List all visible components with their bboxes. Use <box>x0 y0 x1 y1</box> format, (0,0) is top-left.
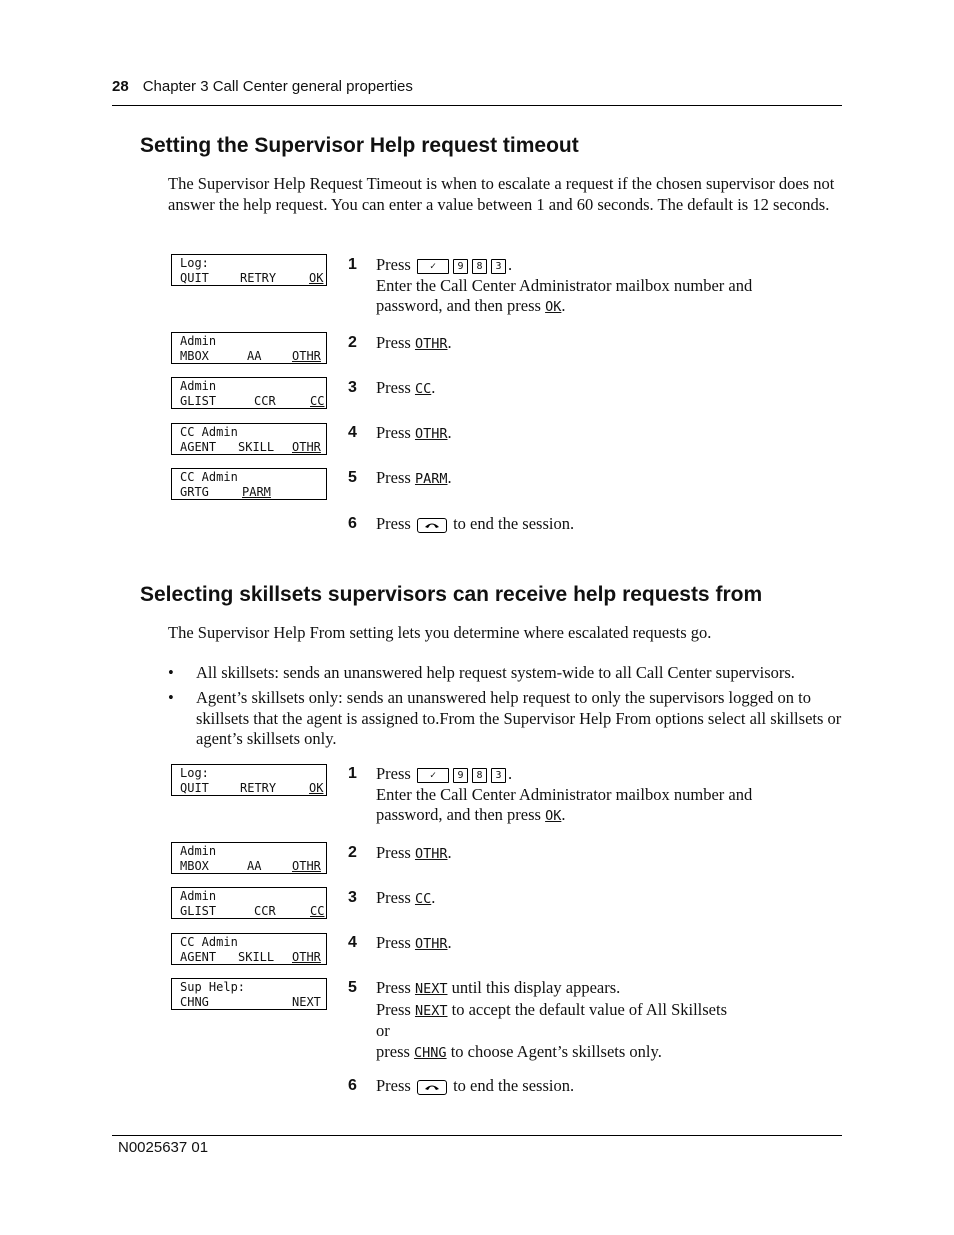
softkey-ok: OK <box>545 808 562 824</box>
lcd-softkey-skill: SKILL <box>238 440 275 454</box>
lcd-softkey-aa: AA <box>247 859 262 873</box>
lcd-softkey-agent: AGENT <box>180 440 217 454</box>
section-intro-skillsets: The Supervisor Help From setting lets you determine where escalated requests go. <box>168 623 712 642</box>
step-number: 5 <box>348 469 357 486</box>
lcd-softkey-ok: OK <box>309 781 324 795</box>
softkey-chng: CHNG <box>414 1044 447 1061</box>
step-3-text: Press CC. <box>376 378 436 397</box>
lcd-softkey-aa: AA <box>247 349 262 363</box>
lcd-softkey-skill: SKILL <box>238 950 275 964</box>
lcd-line1: CC Admin <box>180 470 238 484</box>
lcd-display-sup-help <box>171 978 327 1010</box>
softkey-parm: PARM <box>414 471 448 487</box>
softkey-next: NEXT <box>414 1002 448 1019</box>
lcd-line1: Log: <box>180 766 209 780</box>
lcd-softkey-agent: AGENT <box>180 950 217 964</box>
bullet-item: All skillsets: sends an unanswered help request system-wide to all Call Center supervisors. <box>196 663 795 682</box>
lcd-line1: Admin <box>180 334 217 348</box>
lcd-line1: CC Admin <box>180 425 238 439</box>
lcd-line1: Admin <box>180 889 217 903</box>
header-rule <box>112 105 842 106</box>
feature-key-icon: ✓ <box>417 259 449 274</box>
step-number: 3 <box>348 379 357 396</box>
footer-rule <box>112 1135 842 1136</box>
lcd-display-admin <box>171 332 327 364</box>
lcd-softkey-othr: OTHR <box>292 859 321 873</box>
lcd-softkey-retry: RETRY <box>240 781 277 795</box>
lcd-softkey-quit: QUIT <box>180 271 209 285</box>
lcd-softkey-mbox: MBOX <box>180 859 209 873</box>
step-number: 6 <box>348 515 357 532</box>
softkey-cc: CC <box>414 891 432 907</box>
lcd-softkey-othr: OTHR <box>292 950 321 964</box>
section-title-timeout: Setting the Supervisor Help request timeout <box>140 134 579 157</box>
lcd-softkey-ccr: CCR <box>254 394 276 408</box>
step-6-text: Press to end the session. <box>376 1076 575 1095</box>
running-header <box>112 78 413 95</box>
dial-key-8: 8 <box>472 768 487 783</box>
step-6-text: Press to end the session. <box>376 514 575 533</box>
step-number: 4 <box>348 934 357 951</box>
lcd-softkey-chng: CHNG <box>180 995 209 1009</box>
step-number: 2 <box>348 844 357 861</box>
step-number: 6 <box>348 1077 357 1094</box>
lcd-display-cc-admin <box>171 933 327 965</box>
step-number: 3 <box>348 889 357 906</box>
lcd-softkey-glist: GLIST <box>180 394 217 408</box>
lcd-line1: Admin <box>180 379 217 393</box>
step-2-text: Press OTHR. <box>376 333 452 352</box>
lcd-line1: CC Admin <box>180 935 238 949</box>
lcd-softkey-retry: RETRY <box>240 271 277 285</box>
dial-key-9: 9 <box>453 259 468 274</box>
lcd-line1: Admin <box>180 844 217 858</box>
dial-key-3: 3 <box>491 768 506 783</box>
step-4-text: Press OTHR. <box>376 423 452 442</box>
step-number: 4 <box>348 424 357 441</box>
lcd-softkey-ok: OK <box>309 271 324 285</box>
lcd-display-log <box>171 764 327 796</box>
step-number: 5 <box>348 979 357 996</box>
lcd-softkey-quit: QUIT <box>180 781 209 795</box>
lcd-display-cc-admin-parm <box>171 468 327 500</box>
bullet-icon: • <box>168 688 174 707</box>
step-5-text: Press PARM. <box>376 468 452 487</box>
lcd-line1: Log: <box>180 256 209 270</box>
softkey-othr: OTHR <box>414 426 448 442</box>
lcd-softkey-glist: GLIST <box>180 904 217 918</box>
softkey-othr: OTHR <box>414 336 448 352</box>
lcd-softkey-parm: PARM <box>242 485 271 499</box>
lcd-softkey-othr: OTHR <box>292 440 321 454</box>
step-5-text: Press NEXT until this display appears. Press NEXT to accept the default value of All Skillsets or press CHNG to choose Agent’s skillsets only. <box>376 978 727 1061</box>
step-number: 2 <box>348 334 357 351</box>
lcd-softkey-next: NEXT <box>292 995 321 1009</box>
chapter-title: Chapter 3 Call Center general properties <box>142 78 413 95</box>
document-number: N0025637 01 <box>118 1139 209 1156</box>
softkey-othr: OTHR <box>414 846 448 862</box>
lcd-softkey-cc: CC <box>310 904 325 918</box>
lcd-softkey-ccr: CCR <box>254 904 276 918</box>
softkey-next: NEXT <box>414 981 448 997</box>
dial-key-8: 8 <box>472 259 487 274</box>
lcd-softkey-cc: CC <box>310 394 325 408</box>
section-title-skillsets: Selecting skillsets supervisors can receive help requests from <box>140 583 763 606</box>
release-key-icon <box>417 518 447 533</box>
lcd-softkey-mbox: MBOX <box>180 349 209 363</box>
lcd-display-admin-glist <box>171 377 327 409</box>
dial-key-3: 3 <box>491 259 506 274</box>
lcd-display-log <box>171 254 327 286</box>
softkey-cc: CC <box>414 381 432 397</box>
step-4-text: Press OTHR. <box>376 933 452 952</box>
release-key-icon <box>417 1080 447 1095</box>
step-3-text: Press CC. <box>376 888 436 907</box>
feature-key-icon: ✓ <box>417 768 449 783</box>
lcd-display-cc-admin <box>171 423 327 455</box>
page-number: 28 <box>112 78 129 95</box>
softkey-ok: OK <box>545 299 562 315</box>
step-1-text: Press ✓ 9 8 3 . Enter the Call Center Administrator mailbox number and password, and then press OK. <box>376 255 753 315</box>
bullet-icon: • <box>168 663 174 682</box>
lcd-display-admin-glist <box>171 887 327 919</box>
lcd-softkey-othr: OTHR <box>292 349 321 363</box>
lcd-softkey-grtg: GRTG <box>180 485 209 499</box>
softkey-othr: OTHR <box>414 936 448 952</box>
section-intro-timeout: The Supervisor Help Request Timeout is when to escalate a request if the chosen supervisor does not answer the help request. You can enter a value between 1 and 60 seconds. The default is 12 seconds. <box>168 174 835 214</box>
step-1-text: Press ✓ 9 8 3 . Enter the Call Center Administrator mailbox number and password, and then press OK. <box>376 764 753 824</box>
step-number: 1 <box>348 256 357 273</box>
lcd-display-admin <box>171 842 327 874</box>
step-number: 1 <box>348 765 357 782</box>
bullet-item: Agent’s skillsets only: sends an unanswered help request to only the supervisors logged on to skillsets that the agent is assigned to.From the Supervisor Help From options select all skillsets or agent’s skillsets only. <box>196 688 842 748</box>
dial-key-9: 9 <box>453 768 468 783</box>
lcd-line1: Sup Help: <box>180 980 246 994</box>
step-2-text: Press OTHR. <box>376 843 452 862</box>
